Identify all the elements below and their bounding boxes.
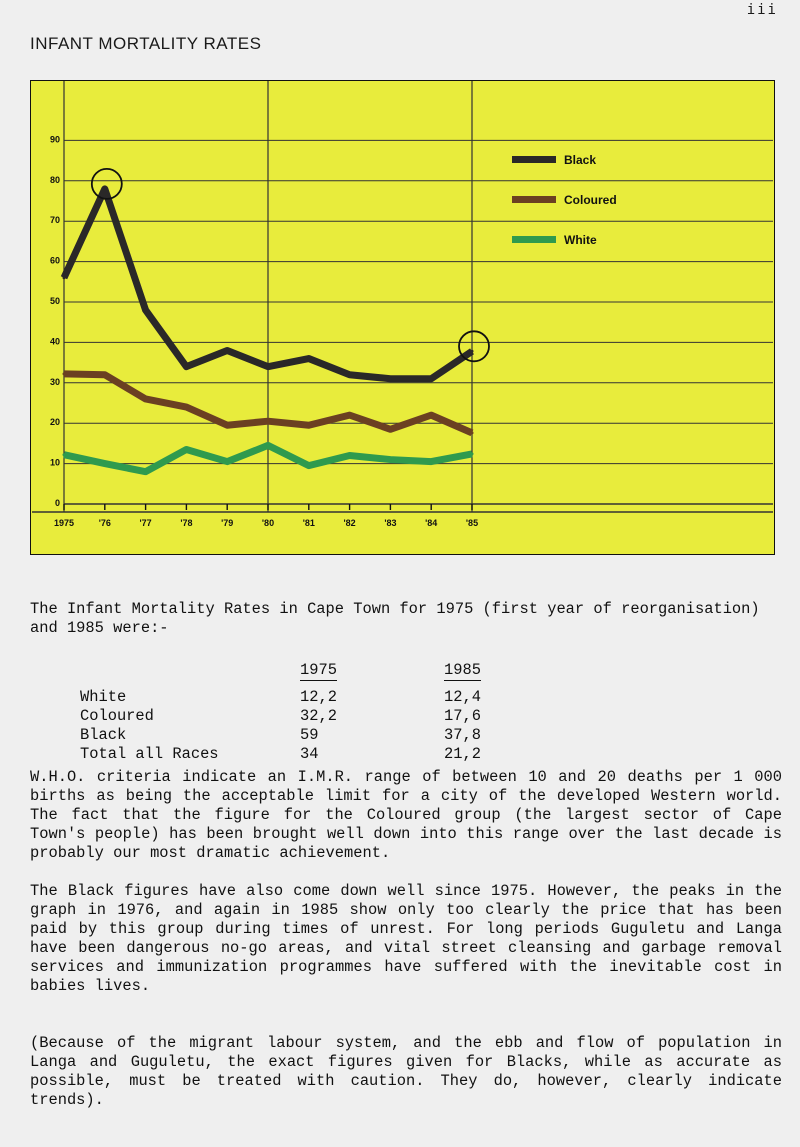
data-point-black	[185, 365, 188, 368]
x-tick-label: '81	[302, 518, 315, 528]
data-point-black	[267, 365, 270, 368]
paragraph-caution-note: (Because of the migrant labour system, and the ebb and flow of population in Langa and Guguletu, the exact figures given for Blacks, while as accurate as possible, must be treated with caution. They do, however, clearly indicate trends).	[30, 1034, 782, 1109]
table-cell: 12,2	[300, 688, 337, 706]
data-point-white	[430, 460, 433, 463]
data-point-coloured	[389, 428, 392, 431]
y-tick-label: 40	[49, 336, 60, 347]
data-point-black	[389, 377, 392, 380]
y-tick-label: 30	[49, 376, 60, 387]
table-header-row	[80, 652, 564, 688]
data-point-white	[144, 470, 147, 473]
x-tick-label: '76	[98, 518, 111, 528]
data-point-black	[63, 276, 66, 279]
page-number: iii	[746, 2, 778, 18]
x-tick-label: '79	[221, 518, 234, 528]
table-cell: 37,8	[444, 726, 481, 744]
legend-label-coloured: Coloured	[564, 193, 617, 207]
legend-swatch-coloured	[512, 196, 556, 203]
data-point-black	[226, 349, 229, 352]
paragraph-who-criteria: W.H.O. criteria indicate an I.M.R. range of between 10 and 20 deaths per 1 000 births as being the acceptable limit for a city of the developed Western world. The fact that the figure for the Coloured group (the largest sector of Cape Town's people) has been brought well down into this range over the last decade is probably our most dramatic achievement.	[30, 768, 782, 862]
y-tick-label: 10	[49, 457, 60, 468]
table-row	[80, 688, 564, 707]
data-point-black	[307, 357, 310, 360]
table-cell: Total all Races	[80, 745, 219, 763]
data-point-coloured	[267, 420, 270, 423]
table-cell: 12,4	[444, 688, 481, 706]
x-tick-label: '85	[465, 518, 479, 528]
chart-background	[30, 80, 775, 555]
paragraph-black-figures: The Black figures have also come down well since 1975. However, the peaks in the graph in 1976, and again in 1985 show only too clearly the price that has been paid by this group during times of unrest. For long periods Guguletu and Langa have been dangerous no-go areas, and vital street cleansing and garbage removal services and immunization programmes have suffered with the inevitable cost in babies lives.	[30, 882, 782, 995]
data-point-white	[226, 460, 229, 463]
data-point-white	[307, 464, 310, 467]
table-cell: Black	[80, 726, 127, 744]
x-tick-label: '77	[139, 518, 152, 528]
legend-label-white: White	[564, 233, 597, 247]
y-tick-label: 0	[54, 498, 60, 508]
table-cell: 21,2	[444, 745, 481, 763]
y-tick-label: 80	[49, 174, 60, 185]
y-tick-label: 90	[49, 134, 60, 145]
table-row	[80, 745, 564, 764]
table-cell: Coloured	[80, 707, 154, 725]
x-tick-label: '78	[180, 518, 193, 528]
data-point-white	[63, 453, 66, 456]
mortality-table	[80, 652, 564, 764]
x-tick-label: '80	[261, 518, 275, 528]
page-title: INFANT MORTALITY RATES	[30, 34, 262, 53]
table-header: 1975	[300, 661, 337, 679]
data-point-coloured	[144, 397, 147, 400]
data-point-coloured	[103, 373, 106, 376]
legend-label-black: Black	[564, 153, 597, 167]
data-point-coloured	[185, 406, 188, 409]
table-cell: 17,6	[444, 707, 481, 725]
data-point-coloured	[226, 424, 229, 427]
data-point-black	[430, 377, 433, 380]
y-tick-label: 60	[49, 255, 60, 266]
table-cell: 59	[300, 726, 319, 744]
table-cell: White	[80, 688, 127, 706]
intro-text: The Infant Mortality Rates in Cape Town for 1975 (first year of reorganisation) and 1985 were:-	[30, 600, 760, 637]
data-point-white	[471, 452, 474, 455]
x-tick-label: '84	[425, 518, 438, 528]
data-point-white	[389, 458, 392, 461]
data-point-white	[348, 454, 351, 457]
x-tick-label: 1975	[53, 518, 75, 528]
table-row	[80, 707, 564, 726]
table-cell: 34	[300, 745, 319, 763]
data-point-white	[267, 444, 270, 447]
x-tick-label: '82	[343, 518, 356, 528]
legend-swatch-black	[512, 156, 556, 163]
data-point-black	[144, 309, 147, 312]
infant-mortality-chart	[30, 80, 775, 555]
data-point-coloured	[63, 372, 66, 375]
y-tick-label: 20	[49, 417, 60, 428]
data-point-coloured	[307, 424, 310, 427]
data-point-coloured	[471, 431, 474, 434]
data-point-white	[185, 448, 188, 451]
y-tick-label: 70	[49, 215, 60, 226]
data-point-black	[348, 373, 351, 376]
data-point-black	[471, 350, 474, 353]
x-tick-label: '83	[384, 518, 397, 528]
table-header: 1985	[444, 661, 481, 679]
data-point-coloured	[348, 414, 351, 417]
legend-swatch-white	[512, 236, 556, 243]
data-point-black	[103, 187, 106, 190]
table-cell: 32,2	[300, 707, 337, 725]
data-point-coloured	[430, 414, 433, 417]
table-row	[80, 726, 564, 745]
table-header	[80, 652, 300, 688]
y-tick-label: 50	[49, 296, 60, 306]
data-point-white	[103, 462, 106, 465]
